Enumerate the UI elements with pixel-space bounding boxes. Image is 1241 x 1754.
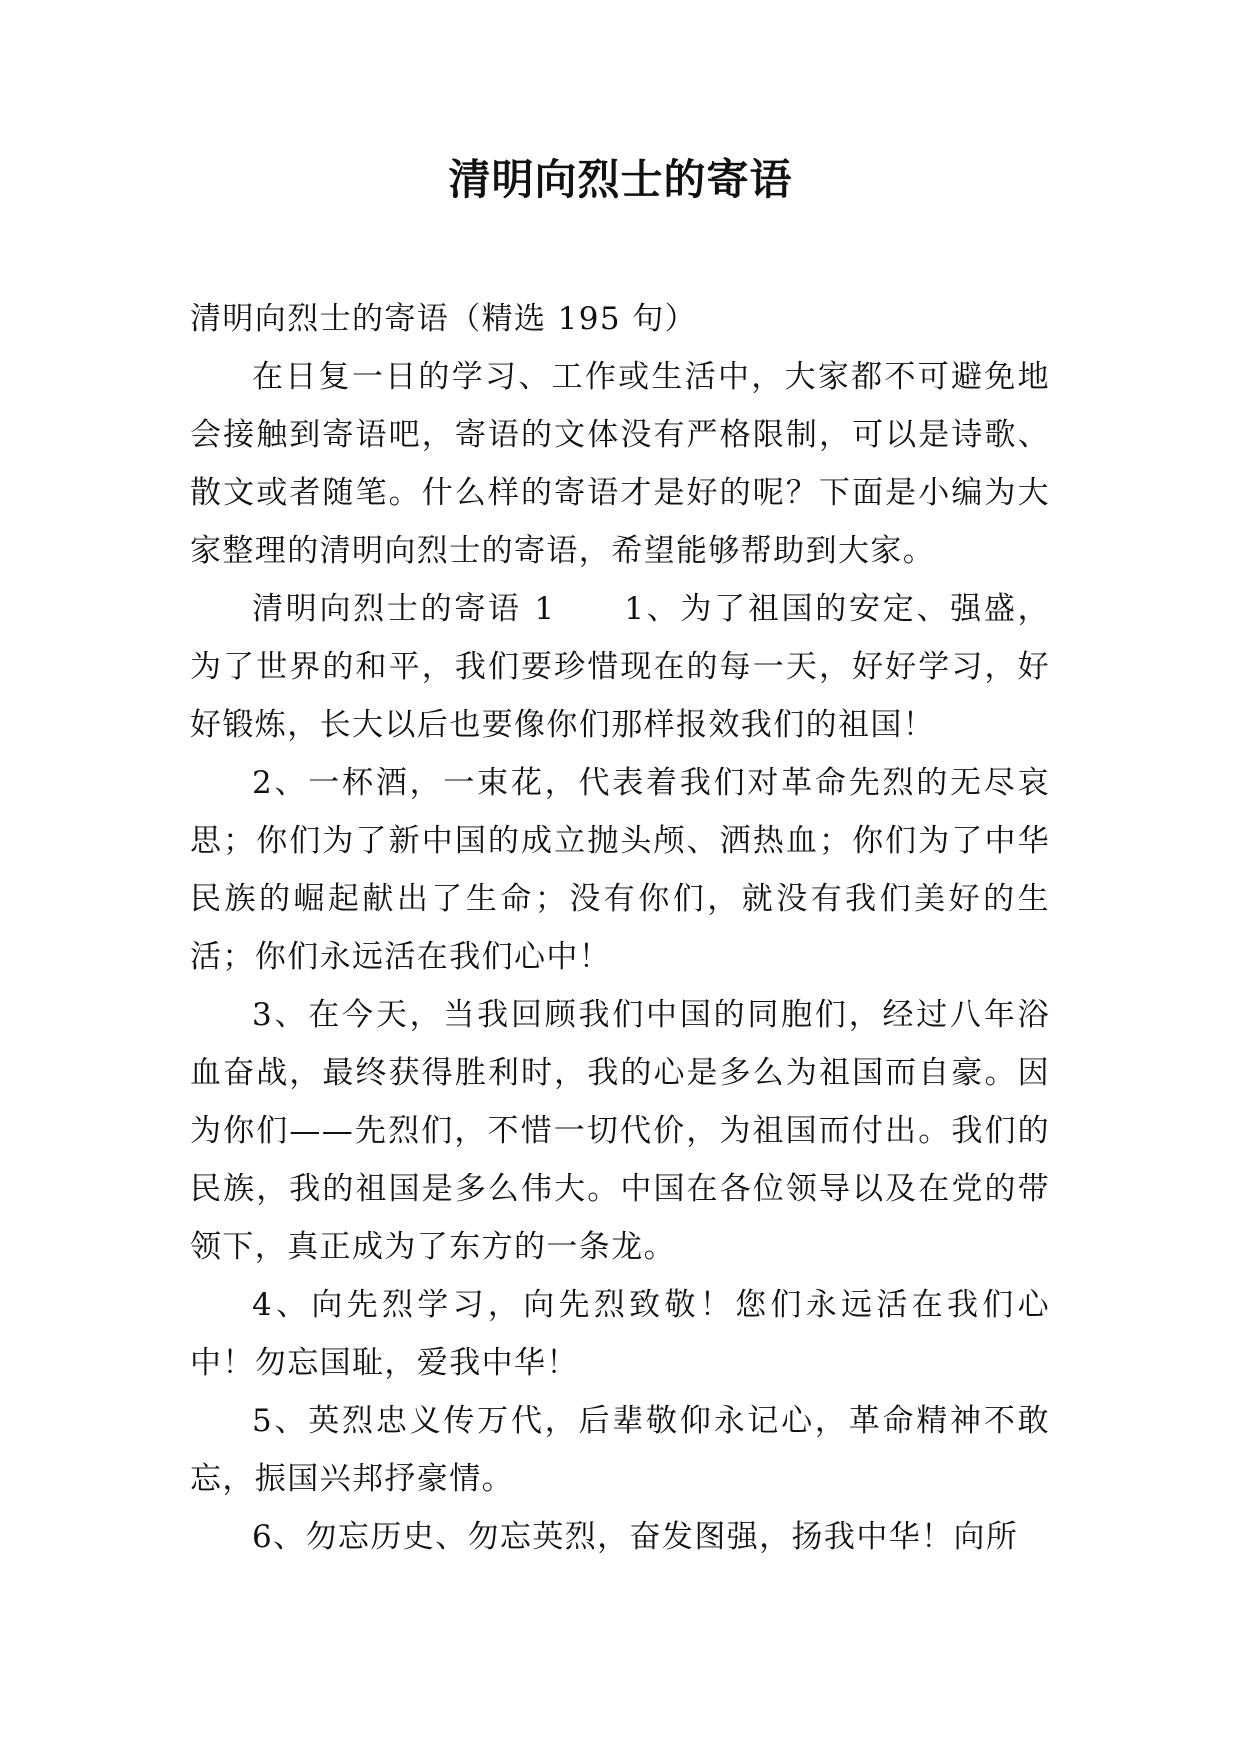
document-body bbox=[190, 290, 1050, 1566]
subtitle-line: 清明向烈士的寄语（精选 195 句） bbox=[190, 301, 698, 337]
paragraph-item-3: 3、在今天，当我回顾我们中国的同胞们，经过八年浴血奋战，最终获得胜利时，我的心是多么为祖国而自豪。因为你们——先烈们，不惜一切代价，为祖国而付出。我们的民族，我的祖国是多么伟大。中国在各位领导以及在党的带领下，真正成为了东方的一条龙。 bbox=[190, 997, 1050, 1265]
paragraph-item-2: 2、一杯酒，一束花，代表着我们对革命先烈的无尽哀思；你们为了新中国的成立抛头颅、洒热血；你们为了中华民族的崛起献出了生命；没有你们，就没有我们美好的生活；你们永远活在我们心中！ bbox=[190, 765, 1050, 975]
paragraph-intro: 在日复一日的学习、工作或生活中，大家都不可避免地会接触到寄语吧，寄语的文体没有严格限制，可以是诗歌、散文或者随笔。什么样的寄语才是好的呢？下面是小编为大家整理的清明向烈士的寄语，希望能够帮助到大家。 bbox=[190, 359, 1050, 569]
paragraph-item-5: 5、英烈忠义传万代，后辈敬仰永记心，革命精神不敢忘，振国兴邦抒豪情。 bbox=[190, 1403, 1050, 1497]
paragraph-item-6: 6、勿忘历史、勿忘英烈，奋发图强，扬我中华！向所 bbox=[252, 1519, 1019, 1555]
document-title: 清明向烈士的寄语 bbox=[448, 155, 793, 204]
paragraph-item-1: 清明向烈士的寄语 1 1、为了祖国的安定、强盛，为了世界的和平，我们要珍惜现在的每一天，好好学习，好好锻炼，长大以后也要像你们那样报效我们的祖国！ bbox=[190, 591, 1050, 743]
paragraph-item-4: 4、向先烈学习，向先烈致敬！您们永远活在我们心中！勿忘国耻，爱我中华！ bbox=[190, 1287, 1050, 1381]
